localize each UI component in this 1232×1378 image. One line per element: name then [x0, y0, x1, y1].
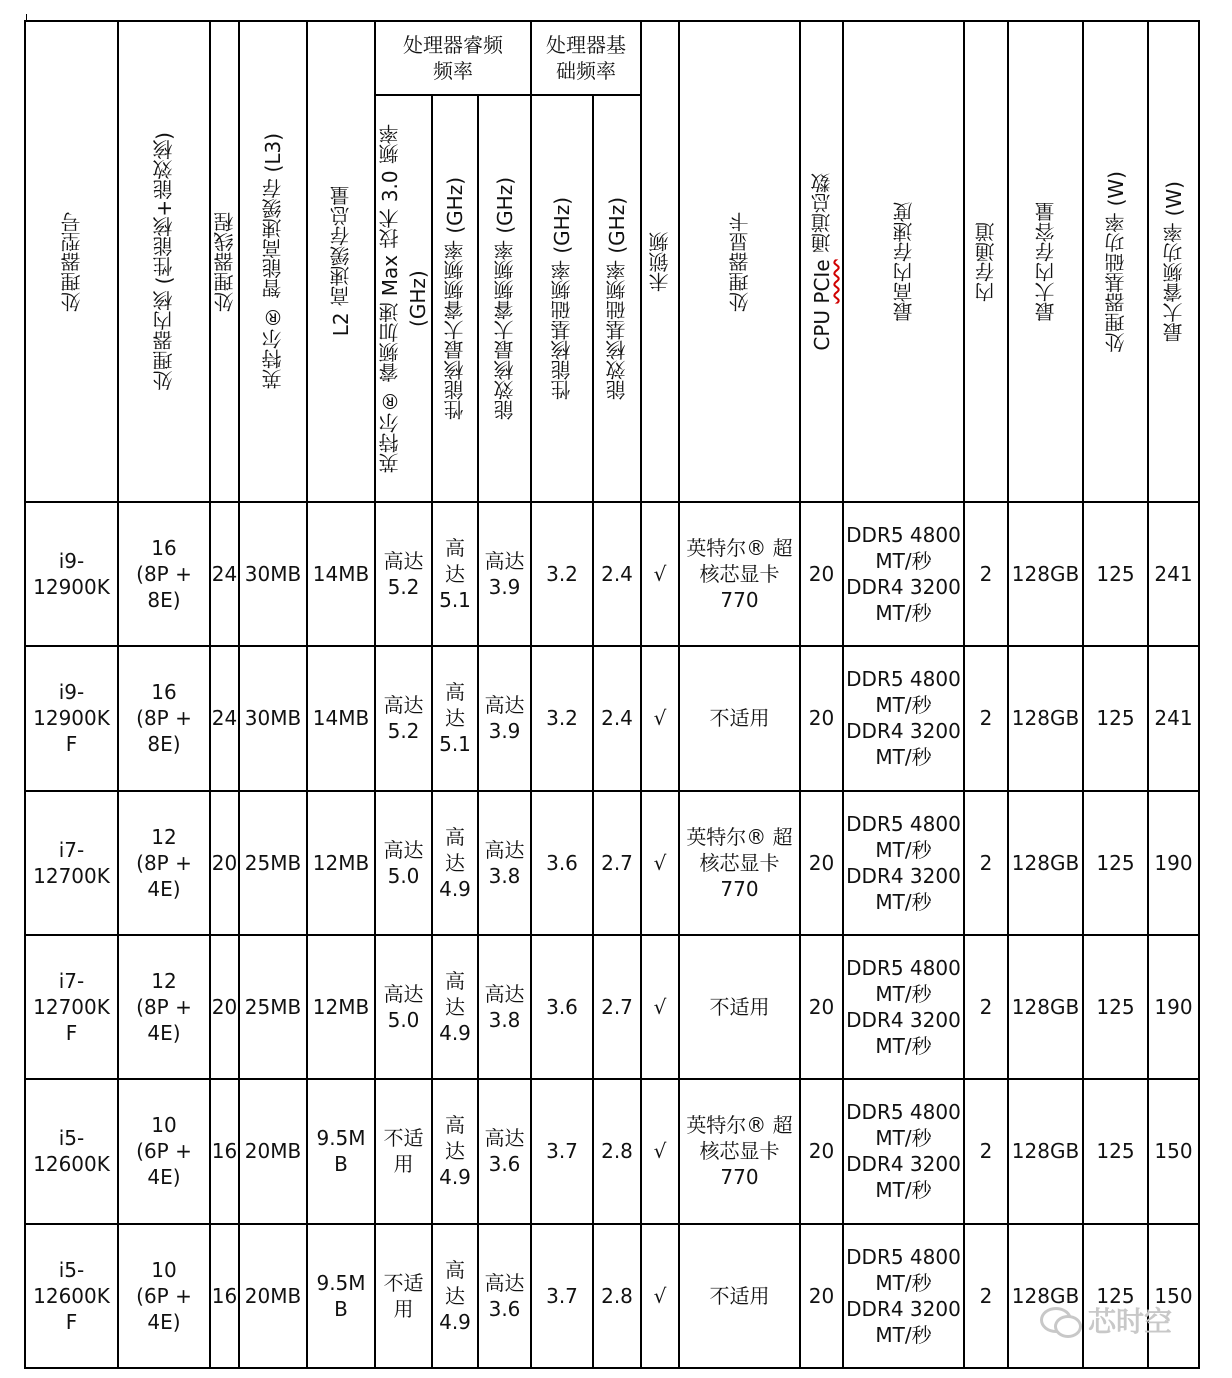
cell-max-mem [1008, 1224, 1083, 1368]
cell-e-turbo [478, 502, 531, 646]
cell-mem-channels [964, 1079, 1008, 1223]
cell-text: 128GB [1011, 1139, 1080, 1164]
cell-text: 16 (8P + 8E) [136, 536, 192, 613]
cell-text: 125 [1096, 1283, 1135, 1308]
cell-text: 高达 5.2 [383, 693, 424, 744]
cell-text: 20 [808, 850, 835, 875]
cell-p-turbo [432, 1079, 478, 1223]
cell-l3 [239, 502, 307, 646]
cell-text: 英特尔® 超 核芯显卡 770 [686, 536, 793, 613]
cell-p-base [531, 1079, 593, 1223]
cell-turbo-max3 [375, 502, 432, 646]
cell-text: 20MB [244, 1283, 302, 1308]
cell-p-base [531, 646, 593, 790]
cell-turbo-max3 [375, 646, 432, 790]
cell-text: √ [653, 562, 667, 587]
cell-text: i7- 12700K [33, 837, 110, 888]
cell-l3 [239, 791, 307, 935]
cell-threads [210, 1224, 239, 1368]
cell-text: 16 [211, 1139, 238, 1164]
cell-threads [210, 646, 239, 790]
header-mem-speed: 最高内存速度 [843, 21, 964, 502]
cell-pcie [800, 1224, 843, 1368]
cell-base-power [1083, 1079, 1148, 1223]
cell-p-base [531, 1224, 593, 1368]
cell-p-turbo [432, 935, 478, 1079]
cell-text: 12 (8P + 4E) [136, 824, 192, 901]
cell-l2 [307, 502, 375, 646]
cell-text: DDR5 4800 MT/秒 DDR4 3200 MT/秒 [846, 667, 961, 770]
cell-turbo-max3 [375, 935, 432, 1079]
cell-pcie [800, 935, 843, 1079]
cell-cores [118, 791, 210, 935]
cell-model [25, 791, 118, 935]
cell-text: 128GB [1011, 562, 1080, 587]
cell-text: 不适用 [709, 706, 770, 731]
cell-text: 241 [1154, 706, 1193, 731]
cell-base-power [1083, 1224, 1148, 1368]
cell-text: 20 [808, 995, 835, 1020]
cell-text: 20 [211, 995, 238, 1020]
cell-gpu [679, 791, 800, 935]
cell-text: 12MB [312, 850, 370, 875]
cell-base-power [1083, 646, 1148, 790]
cell-text: i9- 12900K [33, 549, 110, 600]
cell-text: 高 达 4.9 [439, 969, 471, 1046]
cell-text: 10 (6P + 4E) [136, 1257, 192, 1334]
cell-text: 2.7 [601, 850, 633, 875]
cell-mem-channels [964, 1224, 1008, 1368]
cell-max-mem [1008, 791, 1083, 935]
cell-l3 [239, 1079, 307, 1223]
cell-mem-channels [964, 502, 1008, 646]
cell-gpu [679, 646, 800, 790]
cell-turbo-max3 [375, 1224, 432, 1368]
cell-text: 2 [979, 706, 993, 731]
cell-e-base [593, 502, 641, 646]
cell-mem-channels [964, 935, 1008, 1079]
cell-e-turbo [478, 646, 531, 790]
cell-e-turbo [478, 1079, 531, 1223]
cell-text: 高达 5.0 [383, 982, 424, 1033]
cell-text: 24 [211, 562, 238, 587]
cell-text: 24 [211, 706, 238, 731]
cpu-spec-table [24, 20, 1200, 1369]
cell-text: √ [653, 706, 667, 731]
header-unlocked: 未锁频 [641, 21, 679, 502]
cell-p-base [531, 502, 593, 646]
cell-l2 [307, 1224, 375, 1368]
cell-text: 25MB [244, 995, 302, 1020]
cell-l2 [307, 791, 375, 935]
cell-gpu [679, 502, 800, 646]
cell-cores [118, 646, 210, 790]
header-mem-channels: 内存通道 [964, 21, 1008, 502]
cell-base-power [1083, 935, 1148, 1079]
cell-turbo-power [1148, 1224, 1199, 1368]
cell-e-base [593, 935, 641, 1079]
cell-text: √ [653, 850, 667, 875]
cell-unlocked [641, 646, 679, 790]
header-base-power: 处理器基础功率 (W) [1083, 21, 1148, 502]
cell-text: 20 [211, 850, 238, 875]
cell-text: 2.4 [601, 562, 633, 587]
cell-text: 高达 3.6 [484, 1270, 525, 1321]
cell-text: 2 [979, 562, 993, 587]
cell-pcie [800, 791, 843, 935]
header-p-base: 性能核基础频率 (GHz) [531, 95, 593, 502]
cell-text: 9.5M B [316, 1270, 366, 1321]
cell-text: 30MB [244, 706, 302, 731]
cell-text: 2 [979, 850, 993, 875]
cell-cores [118, 1224, 210, 1368]
cell-text: 20MB [244, 1139, 302, 1164]
cell-text: 2.7 [601, 995, 633, 1020]
cell-turbo-power [1148, 935, 1199, 1079]
cell-max-mem [1008, 935, 1083, 1079]
cell-e-turbo [478, 935, 531, 1079]
cell-text: 3.7 [546, 1283, 578, 1308]
cell-model [25, 935, 118, 1079]
cell-threads [210, 791, 239, 935]
cell-text: 高 达 4.9 [439, 1113, 471, 1190]
cell-text: 不适 用 [383, 1270, 424, 1321]
cell-pcie [800, 502, 843, 646]
cell-text: 190 [1154, 850, 1193, 875]
cell-max-mem [1008, 1079, 1083, 1223]
cell-pcie [800, 1079, 843, 1223]
cell-text: 高达 3.9 [484, 693, 525, 744]
cell-text: 2 [979, 1139, 993, 1164]
cell-max-mem [1008, 502, 1083, 646]
cell-model [25, 646, 118, 790]
table-row [25, 1079, 1199, 1223]
header-l2: L2 高速缓存总量 [307, 21, 375, 502]
cell-l2 [307, 935, 375, 1079]
header-p-turbo: 性能核最大睿频频率 (GHz) [432, 95, 478, 502]
cell-l2 [307, 1079, 375, 1223]
cell-unlocked [641, 935, 679, 1079]
cell-text: 高达 3.8 [484, 982, 525, 1033]
header-l3: 英特尔® 智能高速缓存 (L3) [239, 21, 307, 502]
cell-text: i7- 12700K F [33, 969, 110, 1046]
cell-text: 9.5M B [316, 1126, 366, 1177]
cell-text: 2.8 [601, 1139, 633, 1164]
cell-text: 3.6 [546, 850, 578, 875]
cell-base-power [1083, 791, 1148, 935]
header-turbo-group: 处理器睿频 频率 [375, 21, 531, 95]
cell-gpu [679, 1224, 800, 1368]
header-threads: 处理器线程 [210, 21, 239, 502]
cell-mem-channels [964, 791, 1008, 935]
cell-gpu [679, 935, 800, 1079]
cell-text: 128GB [1011, 995, 1080, 1020]
cell-l2 [307, 646, 375, 790]
header-turbo-max3: 英特尔® 睿频加速 Max 技术 3.0 频率 (GHz) [375, 95, 432, 502]
watermark-text: 芯时空 [1088, 1305, 1173, 1338]
cell-l3 [239, 935, 307, 1079]
cell-text: 英特尔® 超 核芯显卡 770 [686, 824, 793, 901]
cell-turbo-max3 [375, 1079, 432, 1223]
header-model: 处理器型号 [25, 21, 118, 502]
cell-pcie [800, 646, 843, 790]
cell-model [25, 502, 118, 646]
cell-text: 128GB [1011, 706, 1080, 731]
cell-cores [118, 502, 210, 646]
cell-turbo-power [1148, 646, 1199, 790]
cell-cores [118, 1079, 210, 1223]
cell-text: 128GB [1011, 1283, 1080, 1308]
cell-l3 [239, 1224, 307, 1368]
cell-p-turbo [432, 1224, 478, 1368]
cell-turbo-max3 [375, 791, 432, 935]
table-row [25, 1224, 1199, 1368]
cell-e-base [593, 1079, 641, 1223]
cell-turbo-power [1148, 1079, 1199, 1223]
cell-gpu [679, 1079, 800, 1223]
cell-text: 英特尔® 超 核芯显卡 770 [686, 1113, 793, 1190]
cell-text: 高 达 4.9 [439, 824, 471, 901]
cell-text: 16 [211, 1283, 238, 1308]
cell-text: i5- 12600K F [33, 1257, 110, 1334]
cell-turbo-power [1148, 791, 1199, 935]
cell-text: 20 [808, 706, 835, 731]
cell-text: 3.2 [546, 706, 578, 731]
cell-model [25, 1079, 118, 1223]
table-row [25, 935, 1199, 1079]
cell-text: 20 [808, 1139, 835, 1164]
cell-threads [210, 935, 239, 1079]
cell-mem-speed [843, 1079, 964, 1223]
cell-text: i9- 12900K F [33, 680, 110, 757]
cell-text: 12MB [312, 995, 370, 1020]
cell-text: 30MB [244, 562, 302, 587]
cell-p-turbo [432, 791, 478, 935]
cell-threads [210, 502, 239, 646]
header-e-turbo: 能效核最大睿频频率 (GHz) [478, 95, 531, 502]
cell-l3 [239, 646, 307, 790]
cell-text: 3.6 [546, 995, 578, 1020]
cell-max-mem [1008, 646, 1083, 790]
cell-text: 高达 3.8 [484, 837, 525, 888]
cell-mem-speed [843, 646, 964, 790]
cell-text: 2.8 [601, 1283, 633, 1308]
cell-text: i5- 12600K [33, 1126, 110, 1177]
cell-text: 150 [1154, 1283, 1193, 1308]
cell-unlocked [641, 791, 679, 935]
cell-base-power [1083, 502, 1148, 646]
cell-text: 125 [1096, 850, 1135, 875]
cell-text: 10 (6P + 4E) [136, 1113, 192, 1190]
cell-text: 20 [808, 562, 835, 587]
cell-text: √ [653, 995, 667, 1020]
cell-e-turbo [478, 791, 531, 935]
cell-text: 241 [1154, 562, 1193, 587]
cell-text: 125 [1096, 1139, 1135, 1164]
header-pcie: CPU PCIe 通道总数 [800, 21, 843, 502]
header-base-group: 处理器基 础频率 [531, 21, 641, 95]
cell-text: 125 [1096, 995, 1135, 1020]
cell-text: 高 达 5.1 [439, 680, 471, 757]
header-max-mem: 最大内存容量 [1008, 21, 1083, 502]
cell-cores [118, 935, 210, 1079]
table-row [25, 646, 1199, 790]
cell-text: 2 [979, 1283, 993, 1308]
cell-p-base [531, 935, 593, 1079]
cell-threads [210, 1079, 239, 1223]
cell-text: 16 (8P + 8E) [136, 680, 192, 757]
cell-text: 不适用 [709, 995, 770, 1020]
cell-text: DDR5 4800 MT/秒 DDR4 3200 MT/秒 [846, 523, 961, 626]
cell-unlocked [641, 1224, 679, 1368]
cell-turbo-power [1148, 502, 1199, 646]
cell-p-turbo [432, 646, 478, 790]
cell-p-base [531, 791, 593, 935]
cell-unlocked [641, 502, 679, 646]
wechat-icon [1040, 1305, 1080, 1335]
cell-text: DDR5 4800 MT/秒 DDR4 3200 MT/秒 [846, 1244, 961, 1347]
cell-text: 3.2 [546, 562, 578, 587]
cell-text: 高达 5.0 [383, 837, 424, 888]
cell-text: 3.7 [546, 1139, 578, 1164]
cell-text: 14MB [312, 706, 370, 731]
cell-e-turbo [478, 1224, 531, 1368]
cell-text: DDR5 4800 MT/秒 DDR4 3200 MT/秒 [846, 811, 961, 914]
cell-text: 125 [1096, 562, 1135, 587]
table-row [25, 791, 1199, 935]
cell-text: √ [653, 1139, 667, 1164]
cell-text: 高达 3.9 [484, 549, 525, 600]
cell-e-base [593, 646, 641, 790]
cell-text: 150 [1154, 1139, 1193, 1164]
header-gpu: 处理器显卡 [679, 21, 800, 502]
cell-mem-speed [843, 791, 964, 935]
cell-mem-channels [964, 646, 1008, 790]
cell-text: 128GB [1011, 850, 1080, 875]
cell-mem-speed [843, 1224, 964, 1368]
watermark [1040, 1300, 1172, 1340]
cell-text: 高达 3.6 [484, 1126, 525, 1177]
cell-text: 高达 5.2 [383, 549, 424, 600]
cell-e-base [593, 1224, 641, 1368]
cell-text: 25MB [244, 850, 302, 875]
cell-text: DDR5 4800 MT/秒 DDR4 3200 MT/秒 [846, 1100, 961, 1203]
cell-e-base [593, 791, 641, 935]
cell-mem-speed [843, 935, 964, 1079]
cell-text: √ [653, 1283, 667, 1308]
cell-text: 不适 用 [383, 1126, 424, 1177]
header-turbo-power: 最大睿频功率 (W) [1148, 21, 1199, 502]
cell-p-turbo [432, 502, 478, 646]
cell-text: 2.4 [601, 706, 633, 731]
header-e-base: 能效核基础频率 (GHz) [593, 95, 641, 502]
header-cores: 处理器内核 (性能核+能效核) [118, 21, 210, 502]
cell-mem-speed [843, 502, 964, 646]
cell-text: 20 [808, 1283, 835, 1308]
cell-text: 不适用 [709, 1283, 770, 1308]
cell-text: 2 [979, 995, 993, 1020]
cell-text: 12 (8P + 4E) [136, 969, 192, 1046]
cell-unlocked [641, 1079, 679, 1223]
cell-text: 190 [1154, 995, 1193, 1020]
cell-text: 高 达 4.9 [439, 1257, 471, 1334]
cell-text: 125 [1096, 706, 1135, 731]
cell-text: 高 达 5.1 [439, 536, 471, 613]
cell-model [25, 1224, 118, 1368]
cell-text: 14MB [312, 562, 370, 587]
table-row [25, 502, 1199, 646]
cell-text: DDR5 4800 MT/秒 DDR4 3200 MT/秒 [846, 956, 961, 1059]
